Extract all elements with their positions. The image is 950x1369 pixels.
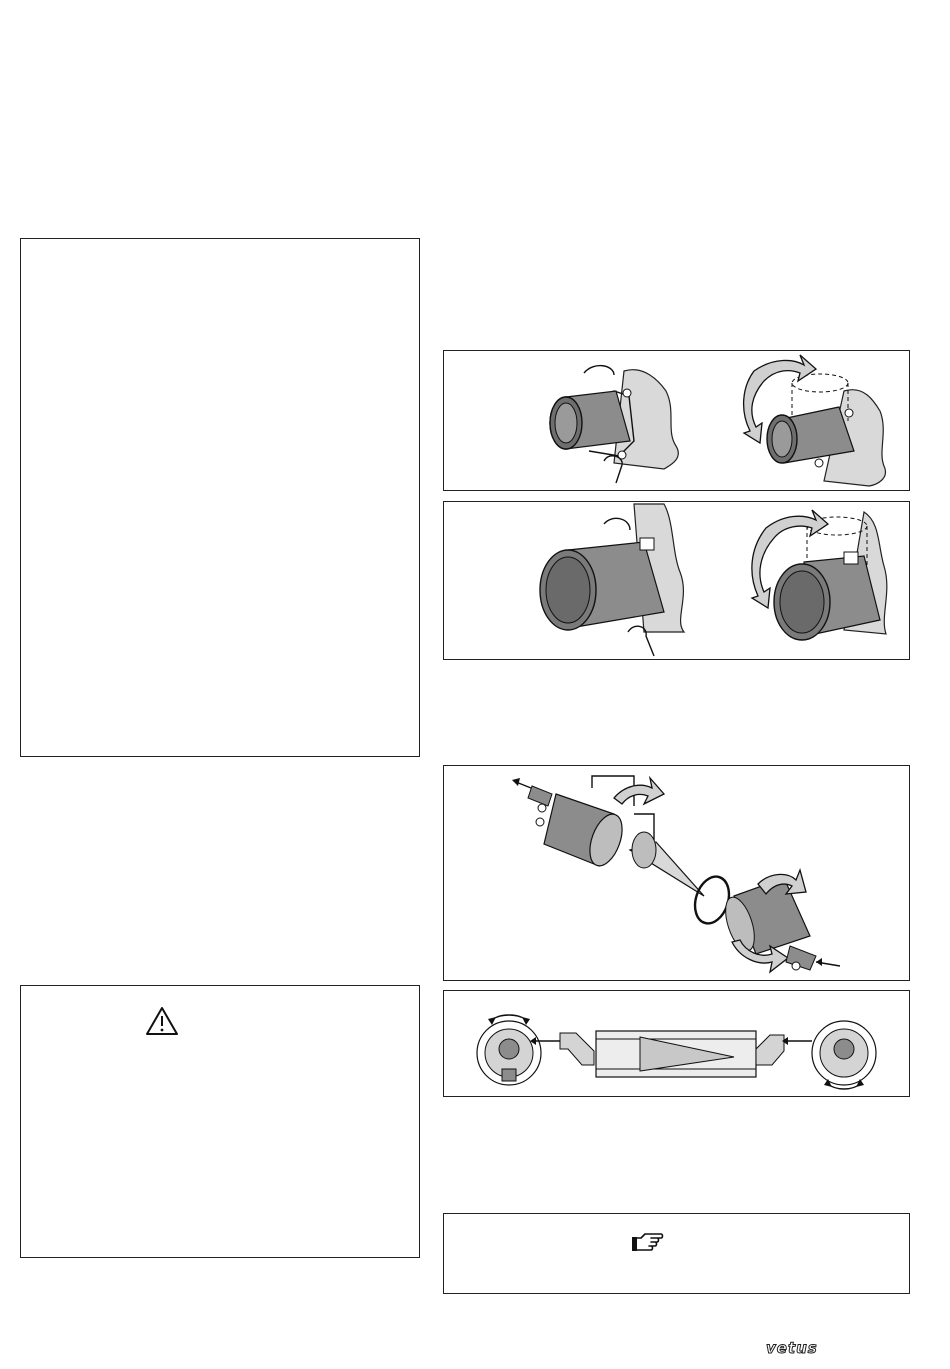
left-text-box	[20, 238, 420, 757]
brand-logo: vetus	[766, 1339, 818, 1357]
figure-elbow-rotation-small	[443, 350, 910, 491]
note-box	[443, 1213, 910, 1294]
figure-exploded-assembly	[443, 765, 910, 981]
figure-side-view	[443, 990, 910, 1097]
figure-elbow-rotation-large	[443, 501, 910, 660]
pointing-hand-icon	[631, 1232, 665, 1254]
warning-box	[20, 985, 420, 1258]
warning-triangle-icon	[145, 1006, 179, 1036]
